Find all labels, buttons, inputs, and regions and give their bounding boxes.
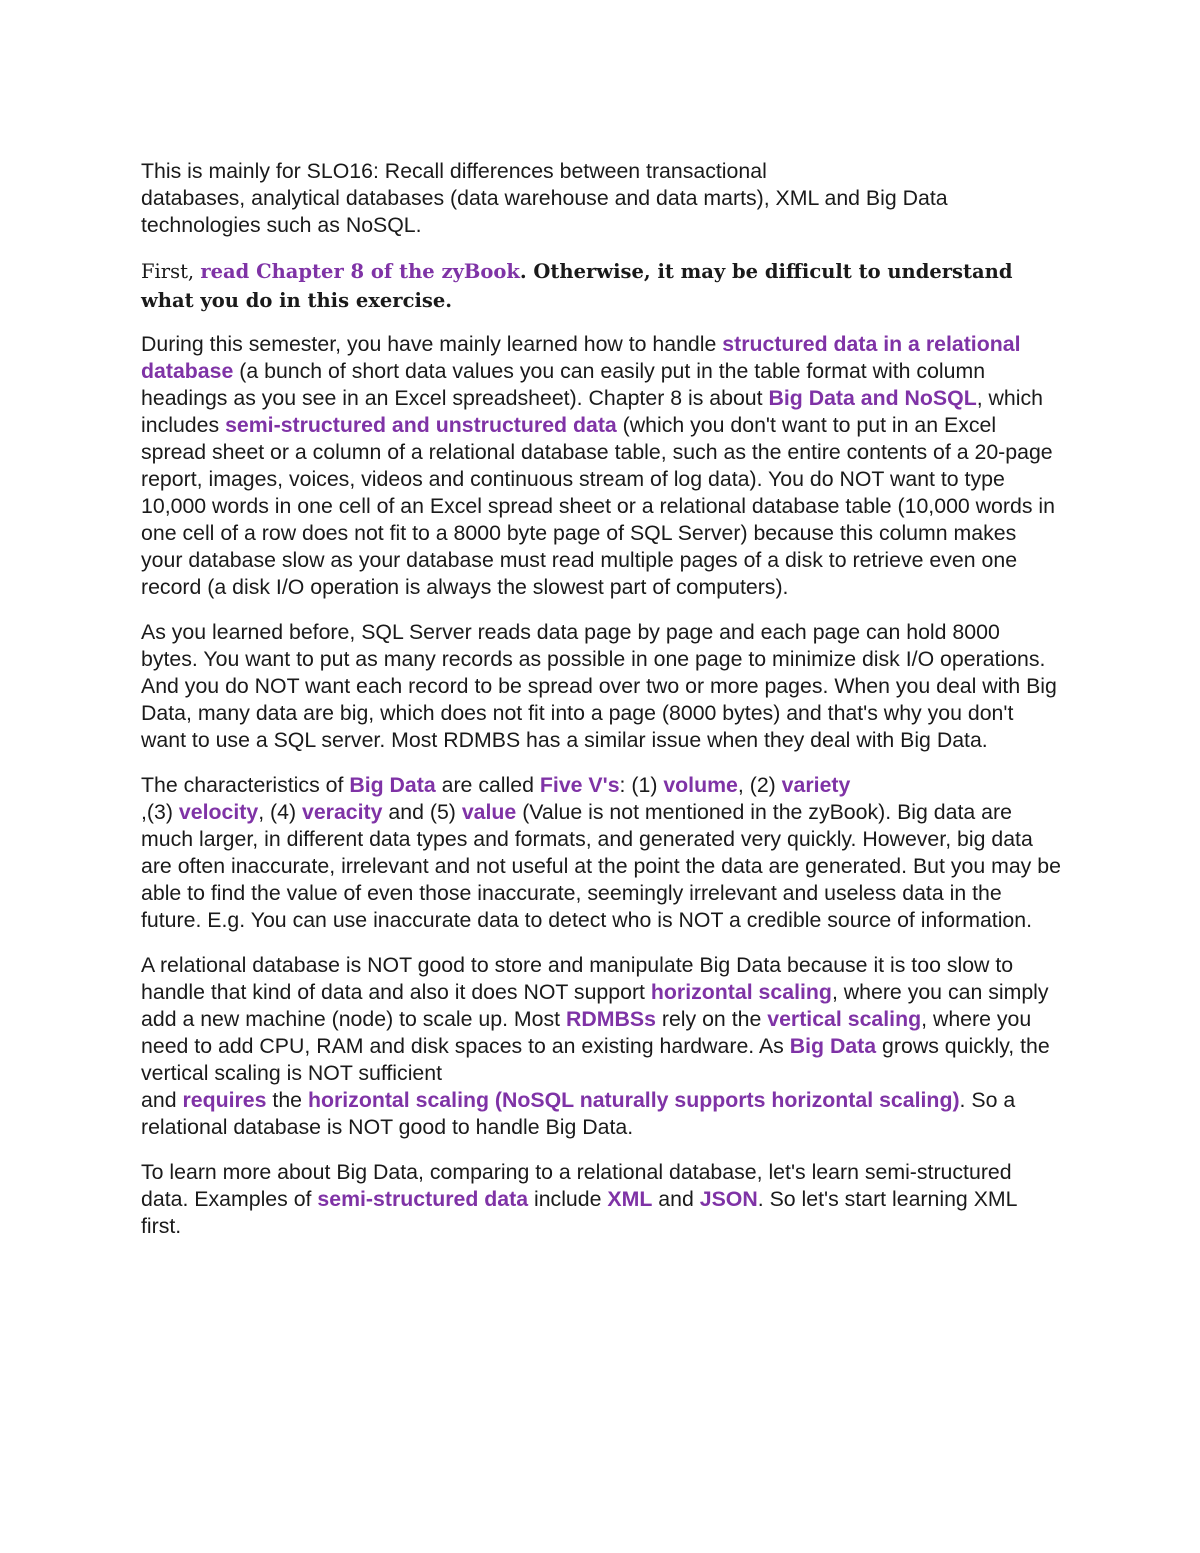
paragraph-semi-structured [141, 1159, 1061, 1240]
text-run: (Value is not mentioned in the zyBook). Big data are much larger, in different data types and formats, and generated very quickly. However, big data are often inaccurate, irrelevant and not useful at the point the data are generated. But you may be able to find the value of even those inaccurate, seemingly irrelevant and useless data in the future. E.g. You can use inaccurate data to detect who is NOT a credible source of information. [141, 800, 1061, 932]
highlight-big-data: Big Data [789, 1034, 877, 1058]
paragraph-horizontal-scaling [141, 952, 1061, 1141]
highlight-horizontal-scaling-nosql: horizontal scaling (NoSQL naturally supports horizontal scaling) [307, 1088, 960, 1112]
text-run: During this semester, you have mainly learned how to handle [141, 332, 723, 356]
highlight-value: value [461, 800, 517, 824]
highlight-semi-structured: semi-structured and unstructured data [225, 413, 617, 437]
text-run: include [528, 1187, 608, 1211]
highlight-json: JSON [699, 1187, 758, 1211]
text-run: , (2) [737, 773, 782, 797]
text-run: To learn more about Big Data, comparing to a relational database, let's learn semi-structured data. Examples of [141, 1160, 1012, 1211]
highlight-veracity: veracity [301, 800, 383, 824]
text-run: : (1) [619, 773, 664, 797]
highlight-variety: variety [781, 773, 851, 797]
highlight-five-vs: Five V's [539, 773, 620, 797]
highlight-horizontal-scaling: horizontal scaling [650, 980, 832, 1004]
text-run: The characteristics of [141, 773, 350, 797]
text-run: , (4) [258, 800, 302, 824]
text-run: and [652, 1187, 700, 1211]
highlight-rdmbss: RDMBSs [566, 1007, 656, 1031]
text-run: , where you need to add CPU, RAM and disk spaces to an existing hardware. As [141, 1007, 1032, 1058]
text-run: (a bunch of short data values you can easily put in the table format with column headings as you see in an Excel spreadsheet). Chapter 8 is about [141, 359, 986, 410]
text-run: As you learned before, SQL Server reads data page by page and each page can hold 8000 bytes. You want to put as many records as possible in one page to minimize disk I/O operations. And you do NOT want each record to be spread over two or more pages. When you deal with Big Data, many data are big, which does not fit into a page (8000 bytes) and that's why you don't want to use a SQL server. Most RDMBS has a similar issue when they deal with Big Data. [141, 620, 1057, 752]
paragraph-read-first [141, 257, 1061, 315]
text-run: (which you don't want to put in an Excel spread sheet or a column of a relational database table, such as the entire contents of a 20-page report, images, voices, videos and continuous stream of log data). You do NOT want to type 10,000 words in one cell of an Excel spread sheet or a relational database table (10,000 words in one cell of a row does not fit to a 8000 byte page of SQL Server) because this column makes your database slow as your database must read multiple pages of a disk to retrieve even one record (a disk I/O operation is always the slowest part of computers). [141, 413, 1055, 599]
highlight-volume: volume [663, 773, 738, 797]
text-run: rely on the [655, 1007, 768, 1031]
highlight-vertical-scaling: vertical scaling [767, 1007, 922, 1031]
text-run: . So let's start learning XML first. [141, 1187, 1017, 1238]
text-run: . So a relational database is NOT good to handle Big Data. [141, 1088, 1016, 1139]
highlight-big-data-nosql: Big Data and NoSQL [768, 386, 977, 410]
text-run: and (5) [382, 800, 462, 824]
intro-text: This is mainly for SLO16: Recall differences between transactional databases, analytical databases (data warehouse and data marts), XML and Big Data technologies such as NoSQL. [141, 159, 948, 237]
text-run: First, [141, 260, 201, 283]
highlight-semi-structured-data: semi-structured data [317, 1187, 529, 1211]
highlight-structured-data: structured data in a relational database [141, 332, 1021, 383]
highlight-read-chapter: read Chapter 8 of the zyBook [200, 260, 520, 283]
paragraph-sql-server-pages [141, 619, 1061, 754]
text-run: grows quickly, the vertical scaling is NOT sufficient and [141, 1034, 1050, 1112]
text-run: are called [435, 773, 540, 797]
text-run: . Otherwise, it may be difficult to understand what you do in this exercise. [141, 260, 1013, 312]
text-run: ,(3) [141, 800, 179, 824]
text-run: A relational database is NOT good to store and manipulate Big Data because it is too slow to handle that kind of data and also it does NOT support [141, 953, 1014, 1004]
highlight-velocity: velocity [178, 800, 259, 824]
text-run: , which includes [141, 386, 1044, 437]
highlight-requires: requires [182, 1088, 267, 1112]
paragraph-intro [141, 158, 1061, 239]
highlight-big-data: Big Data [349, 773, 436, 797]
paragraph-structured-data [141, 331, 1061, 601]
text-run: the [266, 1088, 308, 1112]
document-body [141, 158, 1061, 1258]
highlight-xml: XML [607, 1187, 653, 1211]
text-run: , where you can simply add a new machine (node) to scale up. Most [141, 980, 1049, 1031]
paragraph-five-vs [141, 772, 1061, 934]
